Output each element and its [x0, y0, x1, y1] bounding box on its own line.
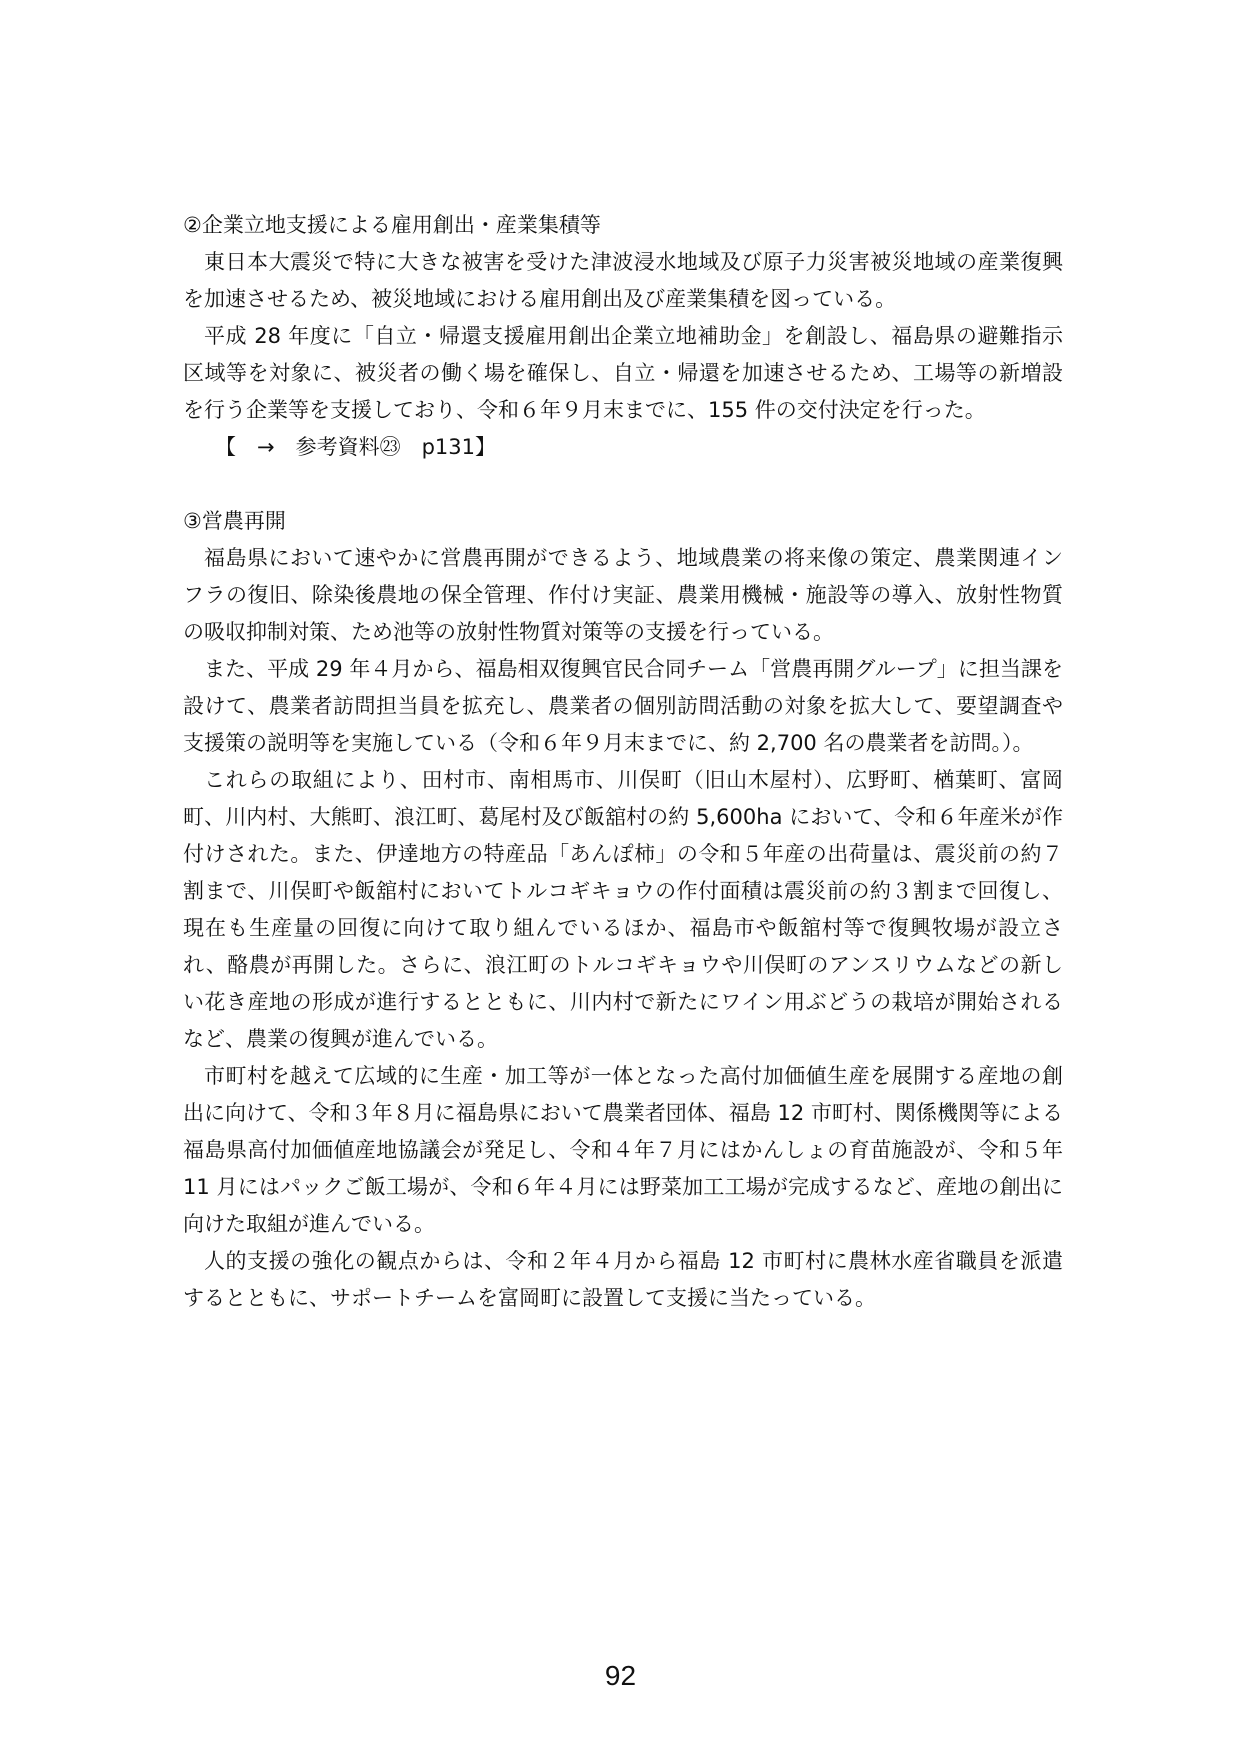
paragraph: 平成 28 年度に「自立・帰還支援雇用創出企業立地補助金」を創設し、福島県の避難指示区域等を対象に、被災者の働く場を確保し、自立・帰還を加速させるため、工場等の新増設を行う企業等を支援しており、令和６年９月末までに、155 件の交付決定を行った。 [183, 324, 1063, 422]
paragraph: 福島県において速やかに営農再開ができるよう、地域農業の将来像の策定、農業関連インフラの復旧、除染後農地の保全管理、作付け実証、農業用機械・施設等の導入、放射性物質の吸収抑制対策、ため池等の放射性物質対策等の支援を行っている。 [183, 546, 1063, 644]
paragraph: 人的支援の強化の観点からは、令和２年４月から福島 12 市町村に農林水産省職員を派遣するとともに、サポートチームを富岡町に設置して支援に当たっている。 [183, 1249, 1063, 1310]
section-heading: ③営農再開 [183, 509, 286, 533]
section-heading: ②企業立地支援による雇用創出・産業集積等 [183, 213, 601, 237]
section-farming-resumption [183, 503, 1063, 1317]
paragraph: 東日本大震災で特に大きな被害を受けた津波浸水地域及び原子力災害被災地域の産業復興を加速させるため、被災地域における雇用創出及び産業集積を図っている。 [183, 250, 1063, 311]
document-body [183, 207, 1063, 1317]
section-spacer [183, 466, 1063, 503]
page-number: 92 [604, 1660, 637, 1691]
reference-note: 【 → 参考資料㉓ p131】 [215, 435, 497, 459]
section-business-location-support [183, 207, 1063, 466]
paragraph: また、平成 29 年４月から、福島相双復興官民合同チーム「営農再開グループ」に担当課を設けて、農業者訪問担当員を拡充し、農業者の個別訪問活動の対象を拡大して、要望調査や支援策の説明等を実施している（令和６年９月末までに、約 2,700 名の農業者を訪問。）。 [183, 657, 1063, 755]
paragraph: これらの取組により、田村市、南相馬市、川俣町（旧山木屋村）、広野町、楢葉町、富岡町、川内村、大熊町、浪江町、葛尾村及び飯舘村の約 5,600ha において、令和６年産米が作付けされた。また、伊達地方の特産品「あんぽ柿」の令和５年産の出荷量は、震災前の約７割まで、川俣町や飯舘村においてトルコギキョウの作付面積は震災前の約３割まで回復し、現在も生産量の回復に向けて取り組んでいるほか、福島市や飯舘村等で復興牧場が設立され、酪農が再開した。さらに、浪江町のトルコギキョウや川俣町のアンスリウムなどの新しい花き産地の形成が進行するとともに、川内村で新たにワイン用ぶどうの栽培が開始されるなど、農業の復興が進んでいる。 [183, 768, 1063, 1051]
paragraph: 市町村を越えて広域的に生産・加工等が一体となった高付加価値生産を展開する産地の創出に向けて、令和３年８月に福島県において農業者団体、福島 12 市町村、関係機関等による福島県高付加価値産地協議会が発足し、令和４年７月にはかんしょの育苗施設が、令和５年 11 月にはパックご飯工場が、令和６年４月には野菜加工工場が完成するなど、産地の創出に向けた取組が進んでいる。 [183, 1064, 1063, 1236]
